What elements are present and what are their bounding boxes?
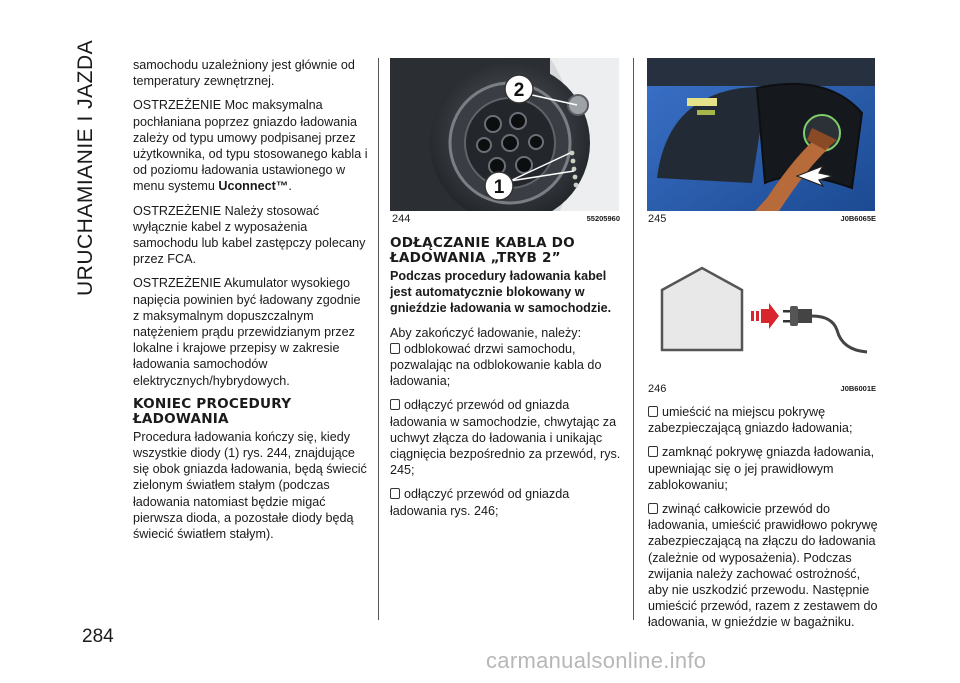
plug-removal-photo — [647, 58, 875, 211]
text-column-3 — [648, 404, 880, 639]
charging-socket-photo — [390, 58, 619, 211]
house-icon — [662, 268, 742, 350]
column-divider — [633, 58, 634, 620]
page-number: 284 — [82, 626, 114, 647]
callout-2: 2 — [513, 80, 525, 101]
figure-code: 55205960 — [586, 214, 620, 223]
text-column-2 — [390, 228, 625, 527]
figure-code: J0B6065E — [840, 214, 876, 223]
list-item: odblokować drzwi samochodu, pozwalając na odblokowanie kabla do ładowania; — [390, 341, 602, 389]
figure-caption — [648, 213, 876, 225]
figure-245-plug-removal — [647, 58, 875, 211]
wall-outlet-diagram — [647, 240, 875, 380]
figure-244-charging-socket — [390, 58, 619, 211]
list-item: umieścić na miejscu pokrywę zabezpieczającą gniazdo ładowania; — [648, 405, 853, 436]
list-item: odłączyć przewód od gniazda ładowania rys. 246; — [390, 487, 570, 518]
warning-paragraph: OSTRZEŻENIE Moc maksymalna pochłaniana poprzez gniazdo ładowania zależy od typu umowy podpisanej przez użytkownika, od typu stosowanego kabla i od poziomu ładowania ustawionego w menu systemu Uconnect™. — [133, 98, 368, 194]
figure-number: 245 — [648, 213, 667, 225]
checkbox-bullet-icon — [648, 406, 658, 417]
warning-paragraph: OSTRZEŻENIE Akumulator wysokiego napięcia powinien być ładowany zgodnie z maksymalnym dopuszczalnym natężeniem prądu przewidzianym przez lokalne i krajowe przepisy w zakresie ładowania samochodów elektrycznych/hybrydowych. — [133, 276, 361, 388]
list-item: odłączyć przewód od gniazda ładowania w samochodzie, chwytając za uchwyt złącza do ładowania i unikając ciągnięcia bezpośrednio za przewód, rys. 245; — [390, 398, 621, 478]
plug-icon — [783, 306, 867, 352]
figure-code: J0B6001E — [840, 384, 876, 393]
checkbox-bullet-icon — [648, 446, 658, 457]
brand-name: Uconnect™ — [218, 179, 289, 194]
column-divider — [378, 58, 379, 620]
section-heading: KONIEC PROCEDURY ŁADOWANIA — [133, 395, 292, 427]
figure-caption — [648, 383, 876, 395]
section-title: URUCHAMIANIE I JAZDA — [74, 39, 97, 296]
list-item: zamknąć pokrywę gniazda ładowania, upewniając się o jej prawidłowym zablokowaniu; — [648, 445, 875, 492]
watermark: carmanualsonline.info — [486, 648, 707, 673]
text-column-1 — [133, 57, 368, 550]
figure-number: 244 — [392, 213, 411, 225]
figure-number: 246 — [648, 383, 667, 395]
checkbox-bullet-icon — [390, 399, 400, 410]
section-heading: ODŁĄCZANIE KABLA DO ŁADOWANIA „TRYB 2” — [390, 235, 575, 266]
intro-paragraph: Podczas procedury ładowania kabel jest automatycznie blokowany w gnieździe ładowania w samochodzie. — [390, 269, 612, 316]
paragraph: Procedura ładowania kończy się, kiedy wszystkie diody (1) rys. 244, znajdujące się obok gniazda ładowania, będą świecić zielonym światłem stałym (podczas ładowania natomiast będzie migać pierwsza dioda, a pozostałe diody będą świecić światłem stałym). — [133, 429, 367, 542]
callout-1: 1 — [493, 177, 505, 198]
figure-246-wall-plug — [647, 240, 875, 380]
figure-caption — [392, 213, 620, 225]
checkbox-bullet-icon — [390, 488, 400, 499]
list-item: zwinąć całkowicie przewód do ładowania, umieścić prawidłowo pokrywę zabezpieczającą na złączu do ładowania (zależnie od wyposażenia). Podczas zwijania należy zachować ostrożność, aby nie uszkodzić przewodu. Następnie umieścić przewód, razem z zestawem do ładowania, w gnieździe w bagażniku. — [648, 502, 878, 630]
paragraph: samochodu uzależniony jest głównie od temperatury zewnętrznej. — [133, 58, 355, 89]
checkbox-bullet-icon — [390, 343, 400, 354]
lead-paragraph: Aby zakończyć ładowanie, należy: — [390, 325, 582, 340]
arrow-icon — [751, 303, 779, 329]
warning-paragraph: OSTRZEŻENIE Należy stosować wyłącznie kabel z wyposażenia samochodu lub kabel zastępczy polecany przez FCA. — [133, 203, 366, 267]
checkbox-bullet-icon — [648, 503, 658, 514]
